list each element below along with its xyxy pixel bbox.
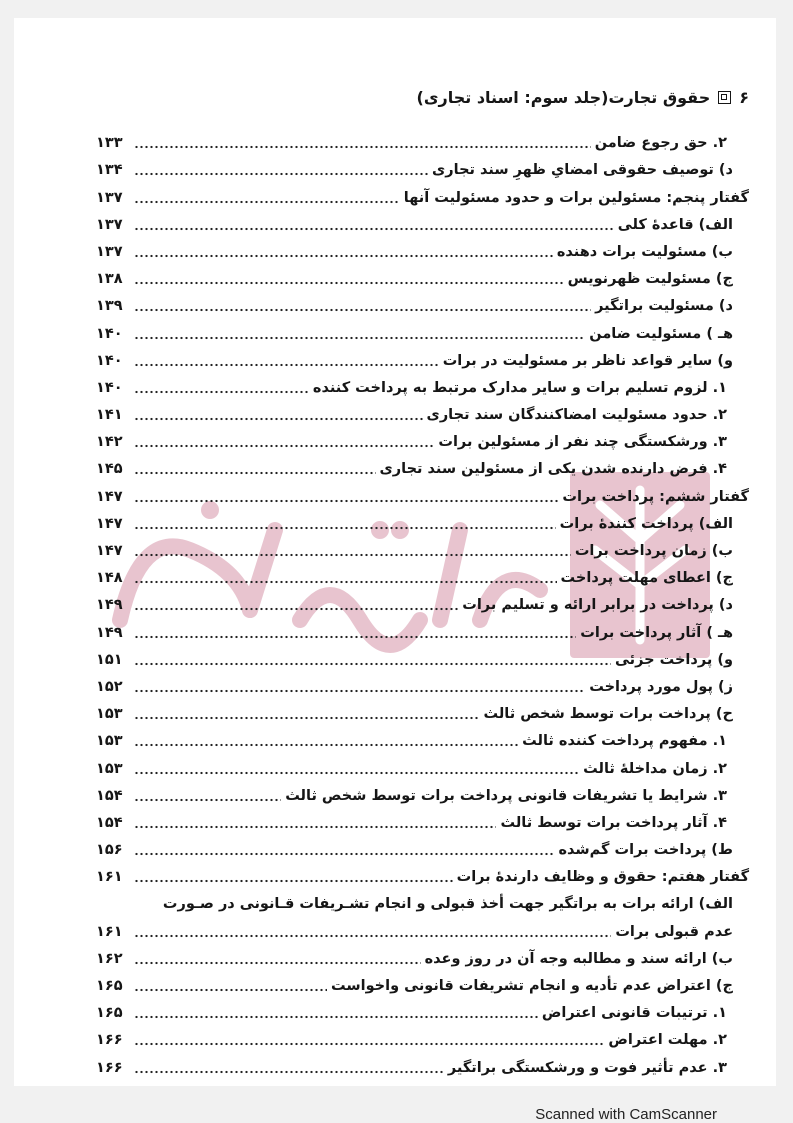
toc-entry-page: ۱۳۴ — [96, 162, 123, 179]
toc-entry-title: ب) مسئولیت برات دهنده — [556, 243, 733, 260]
toc-leader-dots — [134, 1042, 604, 1046]
book-title: حقوق تجارت(جلد سوم: اسناد تجاری) — [416, 87, 711, 107]
toc-entry-page: ۱۳۷ — [96, 189, 123, 206]
toc-entry — [96, 344, 749, 371]
toc-leader-dots — [134, 988, 327, 992]
toc-entry-title: گفتار ششم: پرداخت برات — [562, 488, 749, 505]
toc-entry — [96, 942, 749, 969]
toc-entry-title: ح) پرداخت برات توسط شخص ثالث — [483, 706, 733, 723]
toc-entry-title: ج) مسئولیت ظهرنویس — [567, 271, 733, 288]
toc-leader-dots — [134, 281, 564, 285]
toc-entry-page: ۱۳۷ — [96, 216, 123, 233]
toc-entry — [96, 860, 749, 887]
toc-entry-title: هـ ) مسئولیت ضامن — [589, 325, 733, 342]
toc-entry-title: ب) ارائه سند و مطالبه وجه آن در روز وعده — [424, 950, 733, 967]
toc-leader-dots — [134, 689, 585, 693]
toc-entry-page: ۱۶۶ — [96, 1032, 123, 1049]
toc-entry-page: ۱۳۸ — [96, 271, 123, 288]
square-ornament-icon — [718, 91, 731, 104]
toc-entry-page: ۱۴۹ — [96, 624, 123, 641]
toc-entry — [96, 751, 749, 778]
toc-entry — [96, 371, 749, 398]
toc-entry-page: ۱۴۷ — [96, 543, 123, 559]
toc-entry-page: ۱۶۶ — [96, 1059, 123, 1076]
toc-entry-title: ۳. عدم تأثیر فوت و ورشکستگی براتگیر — [447, 1059, 727, 1076]
toc-entry-title: ز) پول مورد پرداخت — [589, 678, 733, 695]
toc-entry — [96, 1023, 749, 1050]
table-of-contents — [96, 126, 749, 1078]
toc-entry-title: ۱. ترتیبات قانونی اعتراض — [541, 1005, 727, 1022]
toc-entry — [96, 153, 749, 180]
toc-leader-dots — [134, 308, 591, 312]
toc-leader-dots — [134, 716, 480, 720]
toc-entry-title: و) سایر قواعد ناظر بر مسئولیت در برات — [442, 352, 733, 369]
toc-leader-dots — [134, 825, 496, 829]
toc-entry — [96, 1050, 749, 1077]
toc-entry-page: ۱۴۰ — [96, 352, 123, 369]
toc-leader-dots — [134, 798, 281, 802]
toc-entry — [96, 425, 749, 452]
toc-entry — [96, 561, 749, 588]
toc-entry-page: ۱۴۸ — [96, 570, 123, 587]
toc-entry-title: د) پرداخت در برابر ارائه و تسلیم برات — [462, 597, 733, 614]
toc-entry-page: ۱۶۵ — [96, 978, 123, 994]
toc-entry-page: ۱۶۵ — [96, 1005, 123, 1022]
toc-leader-dots — [134, 771, 579, 775]
toc-leader-dots — [134, 254, 553, 258]
toc-entry — [96, 126, 749, 153]
toc-entry-page: ۱۴۷ — [96, 515, 123, 532]
toc-entry — [96, 235, 749, 262]
toc-entry-page: ۱۴۱ — [96, 407, 123, 424]
toc-entry-title: د) توصیف حقوقی امضایِ ظهرِ سند تجاری — [432, 162, 733, 179]
toc-entry — [96, 724, 749, 751]
toc-entry-title: ۴. آثار پرداخت برات توسط ثالث — [500, 814, 727, 831]
toc-leader-dots — [134, 553, 571, 557]
toc-leader-dots — [134, 390, 309, 394]
toc-entry — [96, 588, 749, 615]
toc-leader-dots — [134, 1070, 444, 1074]
toc-entry-title: ب) زمان پرداخت برات — [574, 543, 733, 559]
toc-entry-page: ۱۳۹ — [96, 298, 123, 315]
toc-leader-dots — [134, 852, 554, 856]
toc-entry — [96, 316, 749, 343]
toc-entry-page: ۱۴۲ — [96, 434, 123, 451]
toc-leader-dots — [134, 662, 611, 666]
toc-leader-dots — [134, 336, 585, 340]
toc-leader-dots — [134, 200, 400, 204]
toc-leader-dots — [134, 363, 439, 367]
toc-leader-dots — [134, 1015, 538, 1019]
toc-entry-page: ۱۵۶ — [96, 842, 123, 859]
toc-entry-title: گفتار هفتم: حقوق و وظایف دارندهٔ برات — [456, 869, 749, 886]
toc-entry — [96, 479, 749, 506]
toc-entry-page: ۱۵۴ — [96, 787, 123, 804]
toc-entry-page: ۱۵۲ — [96, 678, 123, 695]
toc-leader-dots — [134, 172, 428, 176]
toc-entry — [96, 615, 749, 642]
toc-entry — [96, 670, 749, 697]
toc-entry-page: ۱۵۱ — [96, 651, 123, 668]
toc-entry — [96, 969, 749, 996]
toc-entry-page: ۱۴۵ — [96, 461, 123, 478]
toc-leader-dots — [134, 471, 376, 475]
toc-leader-dots — [134, 227, 614, 231]
toc-entry — [96, 534, 749, 561]
toc-entry-page: ۱۵۳ — [96, 733, 123, 750]
toc-entry-title: ۴. فرض دارنده شدن یکی از مسئولین سند تجاری — [379, 461, 727, 478]
toc-entry-title: ۱. مفهوم پرداخت کننده ثالث — [522, 733, 727, 750]
toc-entry-title: الف) پرداخت کنندهٔ برات — [559, 515, 733, 532]
toc-entry — [96, 643, 749, 670]
toc-entry-title: ۳. شرایط یا تشریفات قانونی پرداخت برات توسط شخص ثالث — [285, 787, 727, 804]
toc-leader-dots — [134, 580, 557, 584]
toc-entry — [96, 914, 749, 941]
toc-entry — [96, 779, 749, 806]
toc-leader-dots — [134, 879, 453, 883]
toc-entry — [96, 806, 749, 833]
toc-leader-dots — [134, 961, 421, 965]
toc-entry-page: ۱۶۱ — [96, 923, 123, 940]
toc-entry-title: د) مسئولیت براتگیر — [595, 298, 733, 315]
toc-entry — [96, 398, 749, 425]
toc-entry-title: ۳. ورشکستگی چند نفر از مسئولین برات — [438, 434, 727, 451]
toc-entry-title: ۲. حق رجوع ضامن — [594, 135, 727, 152]
toc-entry-title: هـ ) آثار پرداخت برات — [580, 624, 733, 641]
toc-leader-dots — [134, 934, 611, 938]
toc-entry-page: ۱۴۰ — [96, 325, 123, 342]
toc-entry-page: ۱۳۳ — [96, 135, 123, 152]
toc-leader-dots — [134, 526, 556, 530]
toc-entry-title: ۲. مهلت اعتراض — [608, 1032, 727, 1049]
toc-leader-dots — [134, 743, 518, 747]
page-number: ۶ — [739, 87, 749, 107]
toc-entry-title: ج) اعطای مهلت پرداخت — [560, 570, 733, 587]
toc-entry-page: ۱۶۲ — [96, 950, 123, 967]
toc-entry-title: عدم قبولی برات — [615, 923, 733, 940]
toc-entry — [96, 262, 749, 289]
page-header — [120, 84, 749, 110]
toc-entry-page: ۱۵۳ — [96, 706, 123, 723]
toc-entry — [96, 452, 749, 479]
toc-entry-page: ۱۴۹ — [96, 597, 123, 614]
toc-leader-dots — [134, 417, 423, 421]
toc-leader-dots — [134, 635, 576, 639]
toc-entry-title: الف) ارائه برات به براتگیر جهت أخذ قبولی و انجام تشـریفات قـانونی در صـورت — [162, 896, 733, 913]
toc-entry-title: و) پرداخت جزئی — [615, 651, 733, 668]
toc-entry-title: الف) قاعدهٔ کلی — [617, 216, 733, 233]
toc-leader-dots — [134, 607, 458, 611]
toc-entry-title: ۲. زمان مداخلهٔ ثالث — [583, 760, 727, 777]
toc-leader-dots — [134, 499, 558, 503]
toc-entry-title: ۲. حدود مسئولیت امضاکنندگان سند تجاری — [426, 407, 727, 424]
toc-entry-title: گفتار پنجم: مسئولین برات و حدود مسئولیت آنها — [403, 189, 749, 206]
toc-entry — [96, 180, 749, 207]
toc-entry-page: ۱۵۴ — [96, 814, 123, 831]
toc-entry — [96, 289, 749, 316]
toc-entry — [96, 887, 749, 914]
scanner-footer: Scanned with CamScanner — [535, 1106, 717, 1123]
toc-entry — [96, 996, 749, 1023]
toc-entry-title: ط) پرداخت برات گم‌شده — [558, 842, 733, 859]
toc-leader-dots — [134, 145, 591, 149]
toc-entry-title: ۱. لزوم تسلیم برات و سایر مدارک مرتبط به پرداخت کننده — [312, 379, 727, 396]
toc-entry — [96, 833, 749, 860]
toc-entry-title: ج) اعتراض عدم تأدیه و انجام تشریفات قانونی واخواست — [331, 978, 733, 994]
toc-entry-page: ۱۵۳ — [96, 760, 123, 777]
toc-entry-page: ۱۶۱ — [96, 869, 123, 886]
toc-entry-page: ۱۴۰ — [96, 379, 123, 396]
toc-entry — [96, 208, 749, 235]
toc-entry — [96, 507, 749, 534]
toc-entry-page: ۱۳۷ — [96, 243, 123, 260]
toc-leader-dots — [134, 444, 434, 448]
toc-entry-page: ۱۴۷ — [96, 488, 123, 505]
toc-entry — [96, 697, 749, 724]
